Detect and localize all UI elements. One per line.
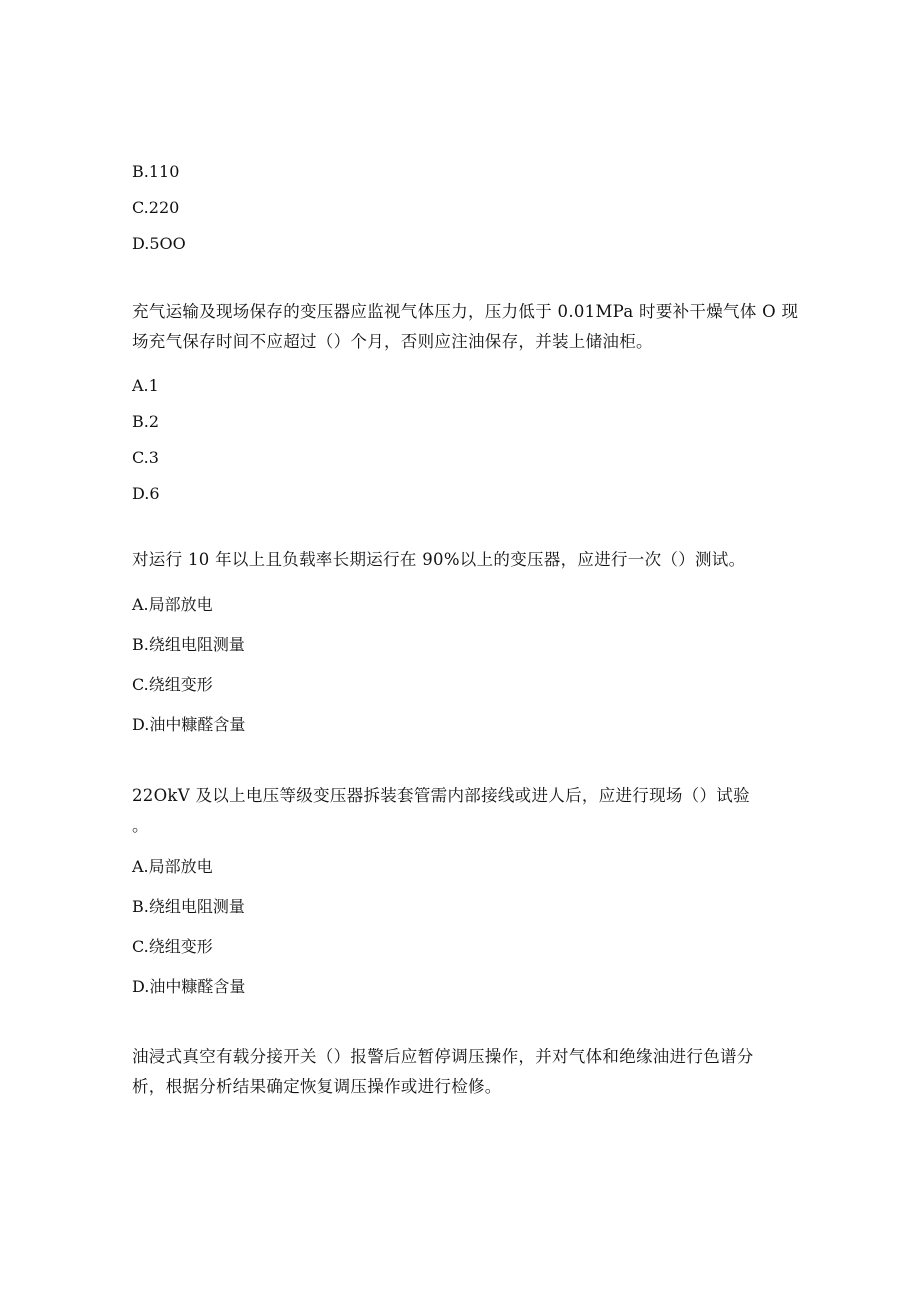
option-d: D.5OO [132,234,186,253]
question-text-line: 充气运输及现场保存的变压器应监视气体压力，压力低于 0.01MPa 时要补干燥气体 O 现 [132,302,799,321]
question-text-line: 。 [132,816,149,835]
option-a: A.局部放电 [132,857,213,876]
option-d: D.油中糠醛含量 [132,977,246,996]
question-text-line: 场充气保存时间不应超过（）个月，否则应注油保存，并装上储油柜。 [132,332,653,351]
option-d: D.油中糠醛含量 [132,715,246,734]
question-text-line: 对运行 10 年以上且负载率长期运行在 90%以上的变压器，应进行一次（）测试。 [132,550,746,569]
option-b: B.2 [132,412,160,431]
option-c: C.220 [132,198,180,217]
option-d: D.6 [132,484,160,503]
question-text-line: 22OkV 及以上电压等级变压器拆装套管需内部接线或进人后，应进行现场（）试验 [132,786,750,805]
question-text-line: 析，根据分析结果确定恢复调压操作或进行检修。 [132,1077,502,1096]
option-a: A.1 [132,376,159,395]
option-c: C.绕组变形 [132,675,213,694]
option-a: A.局部放电 [132,595,213,614]
option-c: C.3 [132,448,159,467]
question-text-line: 油浸式真空有载分接开关（）报警后应暂停调压操作，并对气体和绝缘油进行色谱分 [132,1047,754,1066]
option-c: C.绕组变形 [132,937,213,956]
option-b: B.绕组电阻测量 [132,897,245,916]
option-b: B.绕组电阻测量 [132,635,245,654]
option-b: B.110 [132,162,180,181]
